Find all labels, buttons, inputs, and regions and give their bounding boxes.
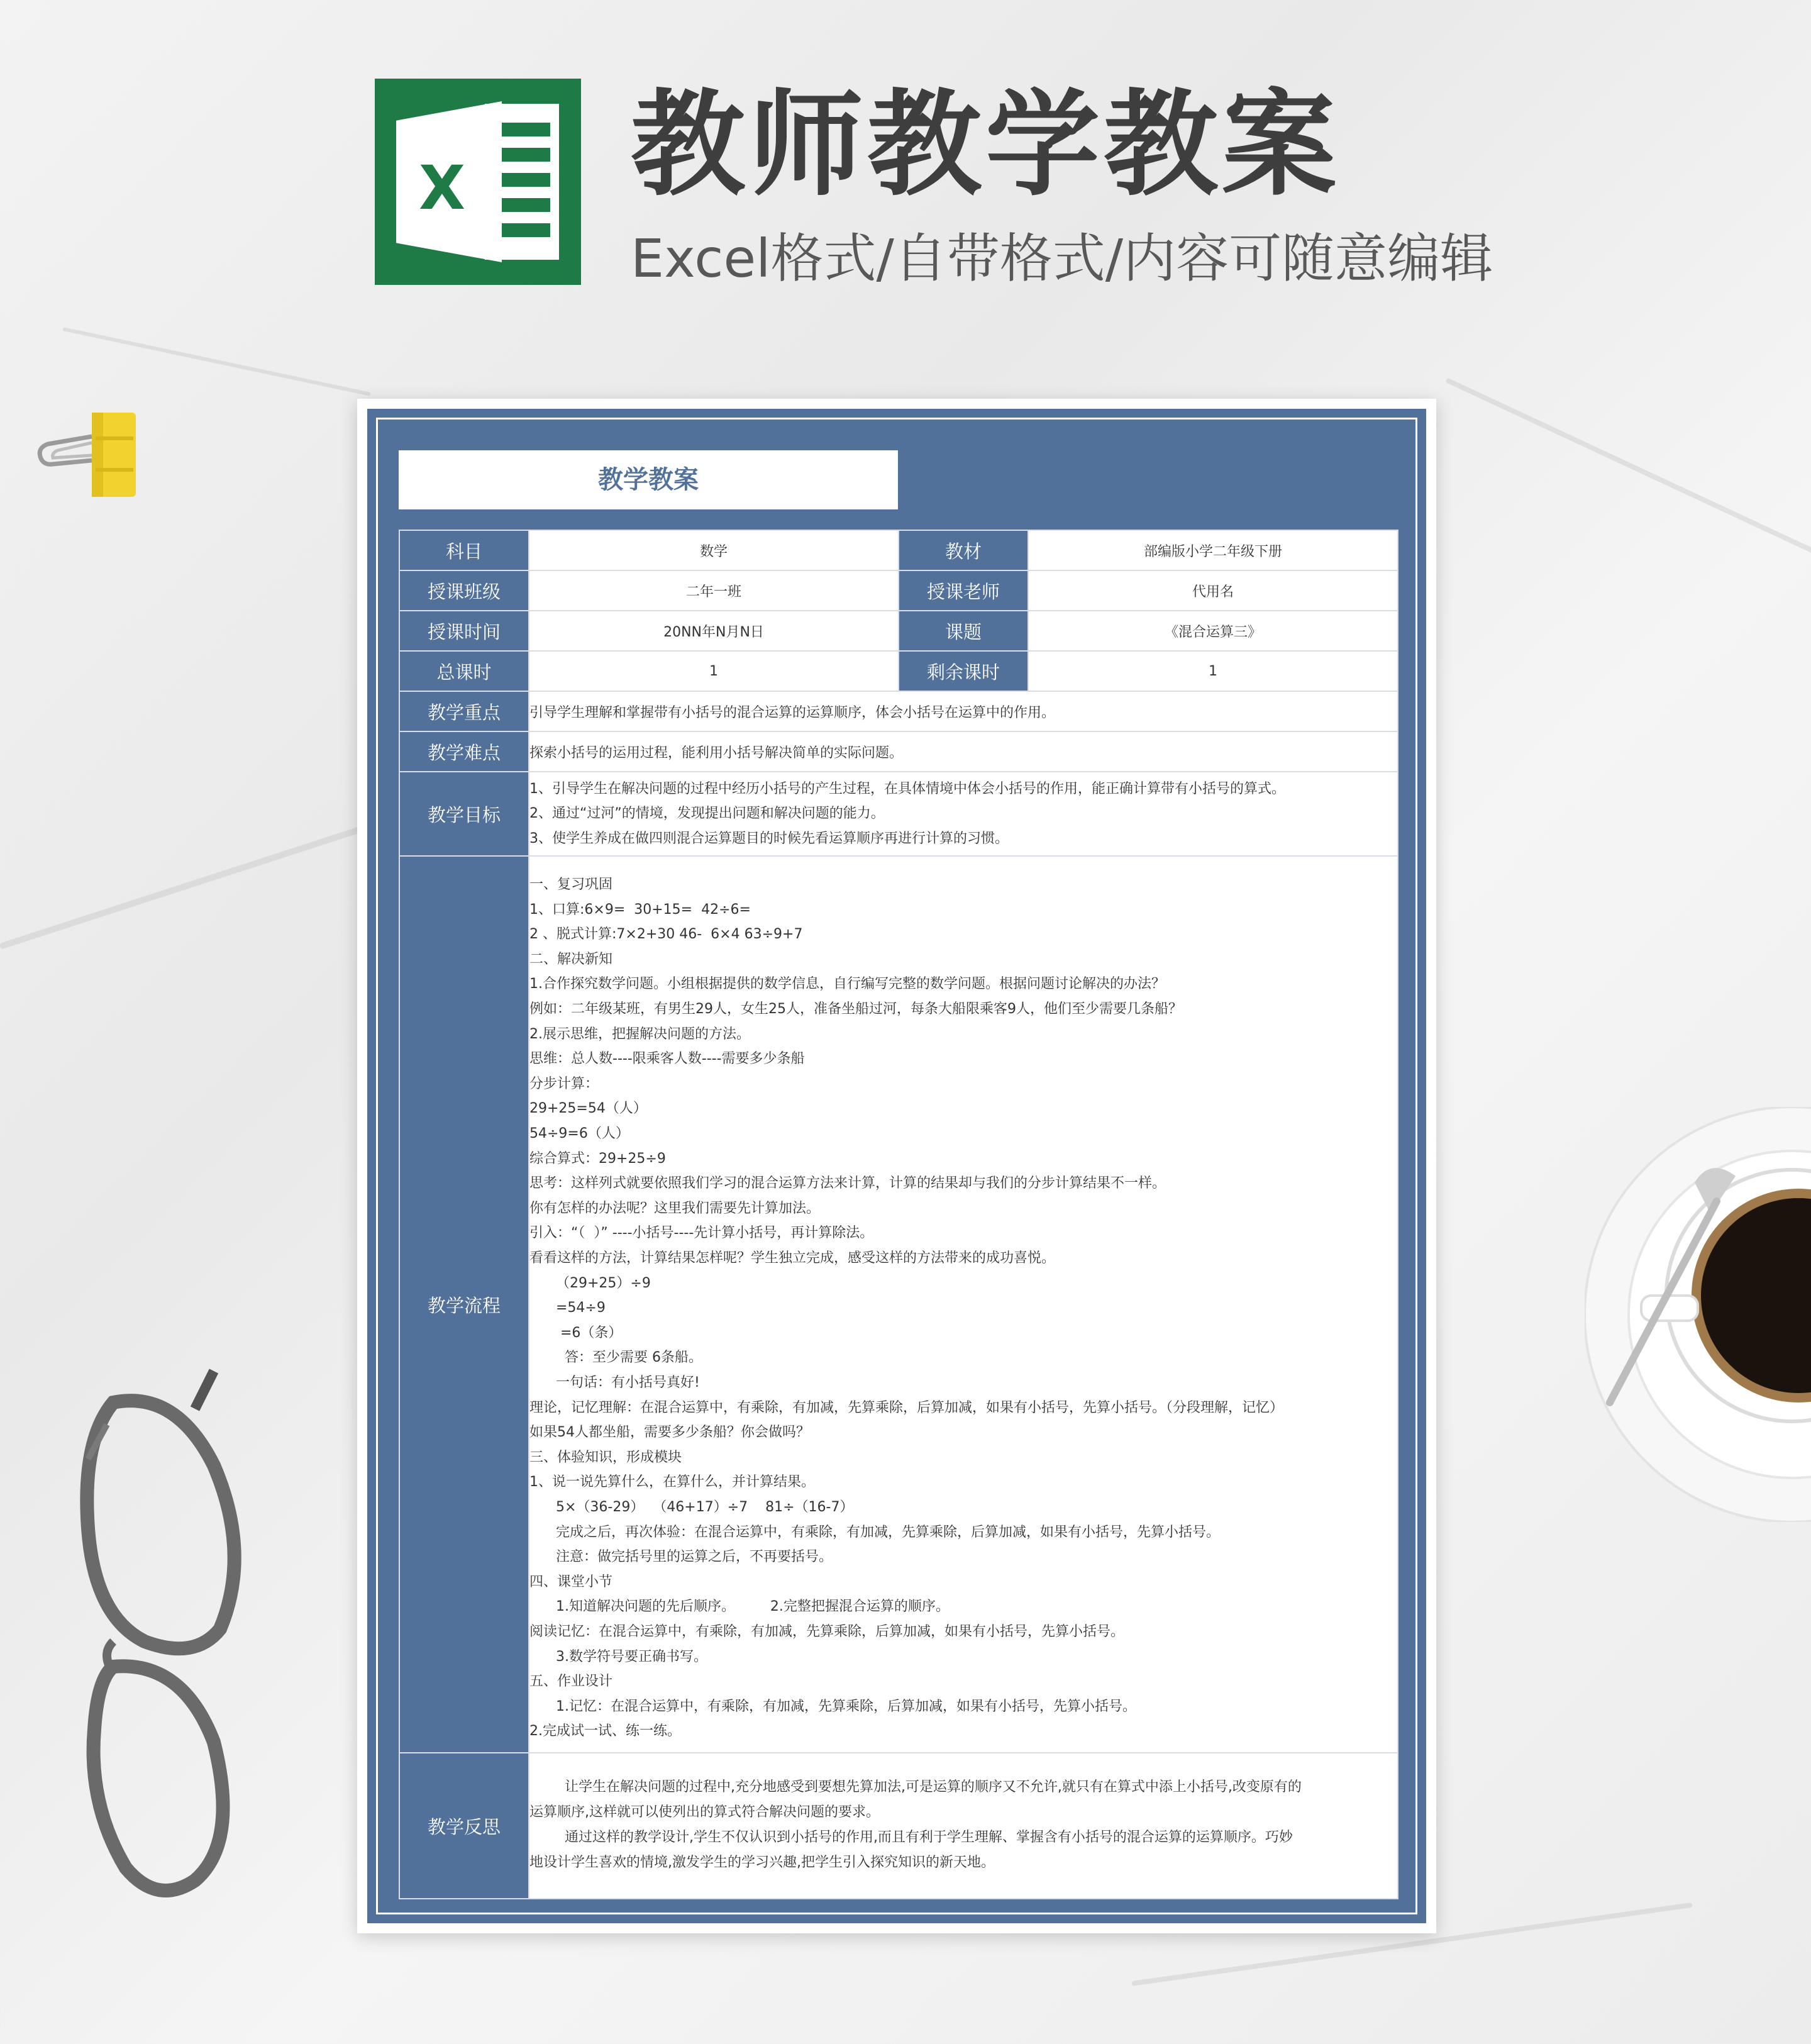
- logo-letter: X: [419, 153, 466, 223]
- label-remaining-hours: 剩余课时: [899, 651, 1028, 691]
- reflection-cell: [529, 1753, 1398, 1899]
- flow-line: 一、复习巩固: [529, 877, 613, 893]
- flow-line: 1.记忆：在混合运算中，有乘除，有加减，先算乘除，后算加减，如果有小括号，先算小括号。: [529, 1698, 1136, 1714]
- value-textbook: 部编版小学二年级下册: [1028, 530, 1398, 570]
- reflection-line: 运算顺序,这样就可以使列出的算式符合解决问题的要求。: [529, 1804, 880, 1820]
- flow-line: 1.知道解决问题的先后顺序。 2.完整把握混合运算的顺序。: [529, 1599, 950, 1615]
- flow-line: =6（条）: [529, 1325, 623, 1341]
- label-topic: 课题: [899, 611, 1028, 651]
- goals-row: [399, 772, 1398, 856]
- goals-cell: [529, 772, 1398, 856]
- value-teacher: 代用名: [1028, 570, 1398, 611]
- info-row: [399, 651, 1398, 691]
- flow-line: 四、课堂小节: [529, 1574, 613, 1590]
- binder-clip-icon: [35, 411, 142, 499]
- label-subject: 科目: [399, 530, 529, 570]
- label-class: 授课班级: [399, 570, 529, 611]
- value-topic: 《混合运算三》: [1028, 611, 1398, 651]
- label-textbook: 教材: [899, 530, 1028, 570]
- difficulty-text: 探索小括号的运用过程，能利用小括号解决简单的实际问题。: [529, 731, 1398, 772]
- label-reflection: 教学反思: [399, 1753, 529, 1899]
- flow-line: 如果54人都坐船，需要多少条船？你会做吗？: [529, 1425, 810, 1441]
- flow-line: 二、解决新知: [529, 951, 613, 967]
- goal-line: 2、通过“过河”的情境，发现提出问题和解决问题的能力。: [529, 806, 885, 822]
- flow-line: 三、体验知识，形成模块: [529, 1449, 682, 1465]
- flow-line: 答：至少需要 6条船。: [529, 1350, 702, 1366]
- flow-line: （29+25）÷9: [529, 1275, 651, 1291]
- value-remaining-hours: 1: [1028, 651, 1398, 691]
- flow-line: 5×（36-29） （46+17）÷7 81÷（16-7）: [529, 1499, 854, 1515]
- label-key-point: 教学重点: [399, 691, 529, 731]
- flow-row: [399, 856, 1398, 1753]
- banner-subtitle: Excel格式/自带格式/内容可随意编辑: [631, 228, 1493, 289]
- flow-line: 2 、脱式计算:7×2+30 46- 6×4 63÷9+7: [529, 926, 803, 943]
- flow-line: 引入：“（ ）” ----小括号----先计算小括号，再计算除法。: [529, 1225, 874, 1241]
- coffee-cup-icon: [1585, 1107, 1811, 1522]
- goal-line: 1、引导学生在解决问题的过程中经历小括号的产生过程，在具体情境中体会小括号的作用，能正确计算带有小括号的算式。: [529, 780, 1286, 797]
- doc-title: 教学教案: [598, 465, 699, 494]
- doc-title-box: [399, 450, 898, 509]
- flow-line: 你有怎样的办法呢？这里我们需要先计算加法。: [529, 1200, 821, 1216]
- reflection-line: 通过这样的教学设计,学生不仅认识到小括号的作用,而且有利于学生理解、掌握含有小括号的混合运算的运算顺序。巧妙: [529, 1830, 1293, 1845]
- flow-line: 看看这样的方法，计算结果怎样呢？学生独立完成，感受这样的方法带来的成功喜悦。: [529, 1250, 1056, 1267]
- flow-line: 2.展示思维，把握解决问题的方法。: [529, 1026, 750, 1042]
- difficulty-row: [399, 731, 1398, 772]
- lesson-plan-table: [399, 530, 1398, 1899]
- flow-line: 五、作业设计: [529, 1674, 613, 1690]
- flow-line: 分步计算：: [529, 1075, 599, 1092]
- flow-line: 完成之后，再次体验：在混合运算中，有乘除，有加减，先算乘除，后算加减，如果有小括号，先算小括号。: [529, 1524, 1220, 1540]
- banner-title: 教师教学教案: [631, 78, 1340, 211]
- reflection-line: 地设计学生喜欢的情境,激发学生的学习兴趣,把学生引入探究知识的新天地。: [529, 1855, 995, 1870]
- info-row: [399, 530, 1398, 570]
- flow-line: 54÷9=6（人）: [529, 1126, 629, 1142]
- label-difficulty: 教学难点: [399, 731, 529, 772]
- flow-line: 1、说一说先算什么，在算什么，并计算结果。: [529, 1474, 815, 1491]
- flow-line: 3.数学符号要正确书写。: [529, 1648, 707, 1665]
- reflection-row: [399, 1753, 1398, 1899]
- info-row: [399, 570, 1398, 611]
- label-time: 授课时间: [399, 611, 529, 651]
- excel-logo-icon: [375, 79, 581, 285]
- label-total-hours: 总课时: [399, 651, 529, 691]
- label-teacher: 授课老师: [899, 570, 1028, 611]
- label-flow: 教学流程: [399, 856, 529, 1753]
- label-goals: 教学目标: [399, 772, 529, 856]
- flow-lines: [529, 857, 1397, 1752]
- value-class: 二年一班: [529, 570, 899, 611]
- flow-line: 2.完成试一试、练一练。: [529, 1723, 681, 1740]
- flow-line: 思维：总人数----限乘客人数----需要多少条船: [529, 1051, 805, 1067]
- eyeglasses-icon: [69, 1365, 252, 1931]
- reflection-lines: [529, 1757, 1397, 1894]
- marble-vein: [1445, 377, 1811, 568]
- flow-line: 理论，记忆理解：在混合运算中，有乘除，有加减，先算乘除，后算加减，如果有小括号，先算小括号。（分段理解，记忆）: [529, 1399, 1284, 1416]
- flow-line: 例如：二年级某班，有男生29人，女生25人，准备坐船过河，每条大船限乘客9人，他们至少需要几条船？: [529, 1001, 1182, 1018]
- flow-line: 29+25=54（人）: [529, 1101, 647, 1117]
- flow-line: 一句话：有小括号真好!: [529, 1374, 700, 1391]
- flow-line: 1.合作探究数学问题。小组根据提供的数学信息，自行编写完整的数学问题。根据问题讨论解决的办法？: [529, 976, 1165, 992]
- info-row: [399, 611, 1398, 651]
- reflection-line: 让学生在解决问题的过程中,充分地感受到要想先算加法,可是运算的顺序又不允许,就只有在算式中添上小括号,改变原有的: [529, 1779, 1302, 1795]
- goal-line: 3、使学生养成在做四则混合运算题目的时候先看运算顺序再进行计算的习惯。: [529, 830, 1009, 847]
- marble-vein: [62, 327, 370, 396]
- value-total-hours: 1: [529, 651, 899, 691]
- flow-line: 注意：做完括号里的运算之后，不再要括号。: [529, 1549, 833, 1565]
- flow-line: 1、口算:6×9= 30+15= 42÷6=: [529, 901, 751, 918]
- flow-line: 综合算式：29+25÷9: [529, 1150, 666, 1167]
- key-point-row: [399, 691, 1398, 731]
- flow-line: 思考：这样列式就要依照我们学习的混合运算方法来计算，计算的结果却与我们的分步计算结果不一样。: [529, 1175, 1166, 1192]
- flow-cell: [529, 856, 1398, 1753]
- key-point-text: 引导学生理解和掌握带有小括号的混合运算的运算顺序，体会小括号在运算中的作用。: [529, 691, 1398, 731]
- flow-line: 阅读记忆：在混合运算中，有乘除，有加减，先算乘除，后算加减，如果有小括号，先算小括号。: [529, 1623, 1125, 1640]
- flow-line: =54÷9: [529, 1300, 606, 1316]
- value-time: 20NN年N月N日: [529, 611, 899, 651]
- value-subject: 数学: [529, 530, 899, 570]
